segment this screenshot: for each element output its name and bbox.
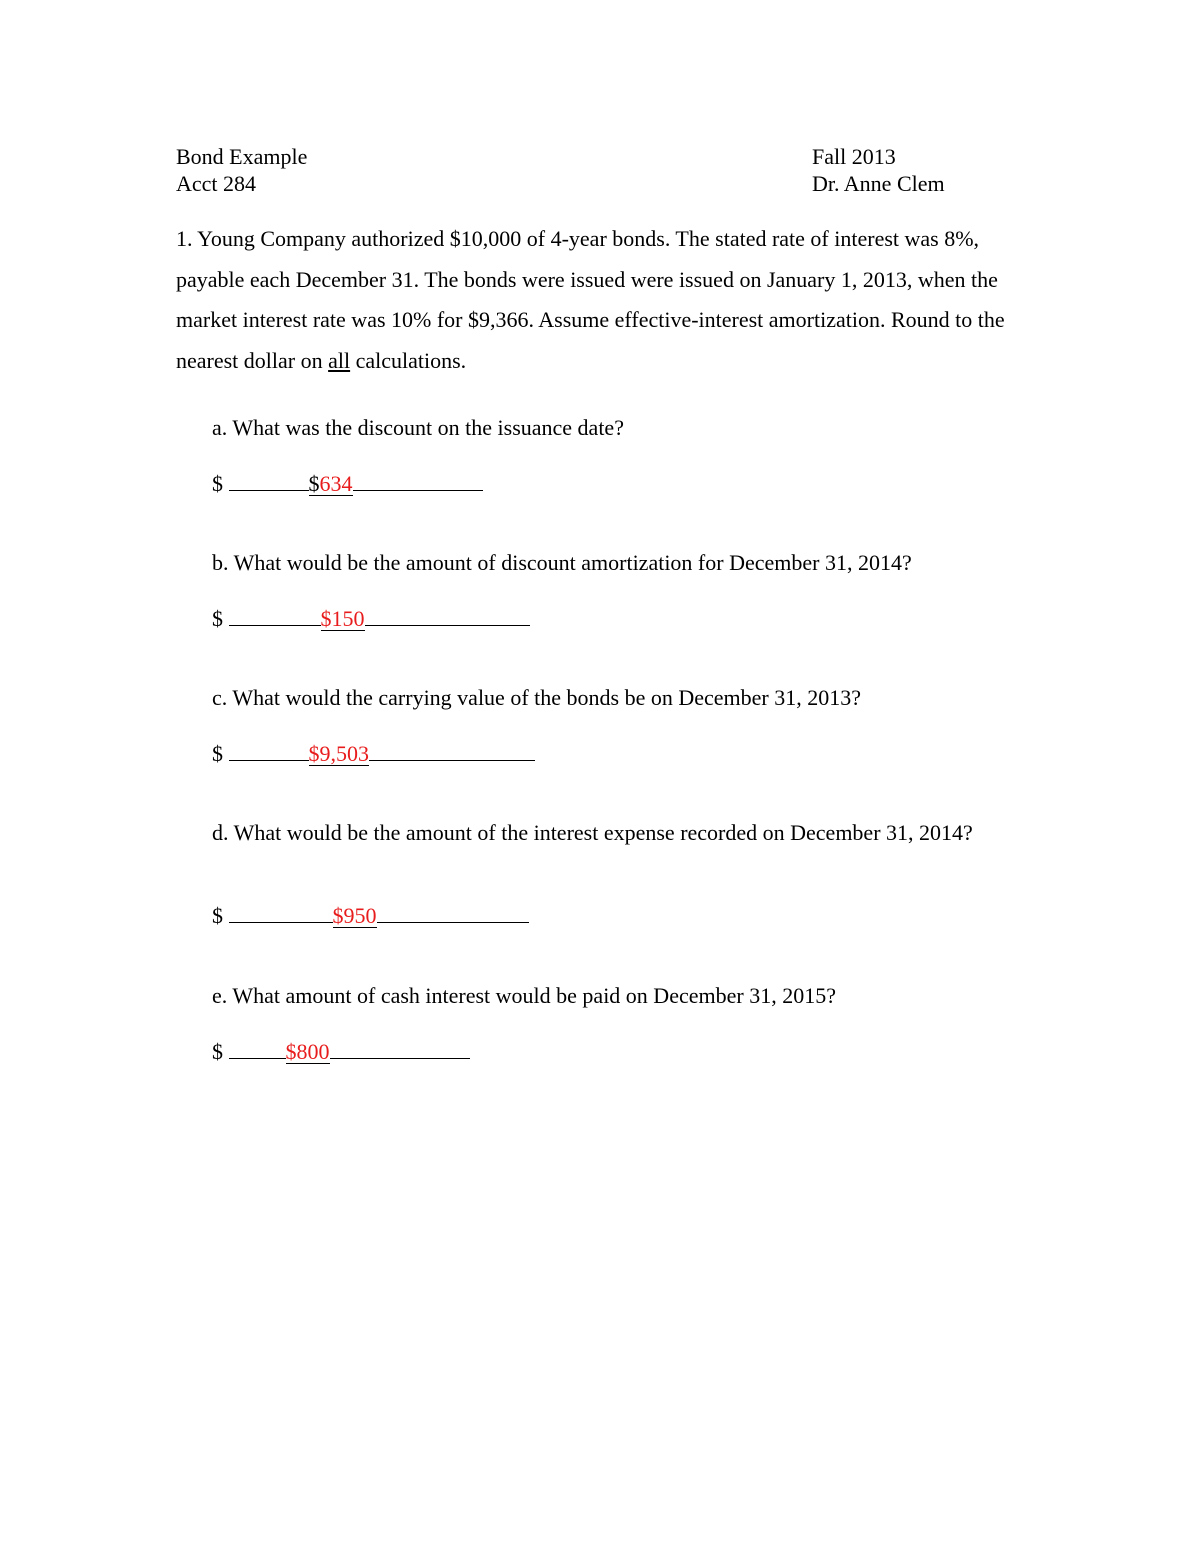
answer-d-value: $950 bbox=[332, 903, 377, 928]
answer-blank bbox=[330, 1036, 470, 1059]
answer-blank bbox=[369, 738, 535, 761]
dollar-sign: $ bbox=[212, 1039, 223, 1064]
question-a: a. What was the discount on the issuance date? bbox=[212, 415, 624, 440]
answer-a bbox=[212, 468, 483, 497]
answer-blank bbox=[229, 603, 321, 626]
course-code: Acct 284 bbox=[176, 171, 257, 196]
dollar-sign: $ bbox=[212, 606, 223, 631]
answer-a-value: 634 bbox=[319, 471, 353, 496]
header-right bbox=[812, 143, 945, 197]
question-c: c. What would the carrying value of the bonds be on December 31, 2013? bbox=[212, 685, 861, 710]
dollar-sign: $ bbox=[212, 903, 223, 928]
answer-c bbox=[212, 738, 535, 767]
answer-blank bbox=[377, 900, 529, 923]
question-d: d. What would be the amount of the interest expense recorded on December 31, 2014? bbox=[212, 820, 973, 845]
problem-outro: calculations. bbox=[350, 347, 467, 373]
answer-c-value: $9,503 bbox=[308, 741, 369, 766]
question-b: b. What would be the amount of discount amortization for December 31, 2014? bbox=[212, 550, 912, 575]
answer-b bbox=[212, 603, 530, 632]
header-left bbox=[176, 143, 307, 197]
dollar-sign: $ bbox=[212, 471, 223, 496]
question-e: e. What amount of cash interest would be paid on December 31, 2015? bbox=[212, 983, 836, 1008]
answer-blank bbox=[229, 468, 309, 491]
answer-a-prefix: $ bbox=[308, 471, 320, 496]
problem-intro: 1. Young Company authorized $10,000 of 4-year bonds. The stated rate of interest was 8%, payable each December 31. The bonds were issued were issued on January 1, 2013, when the market interest rate was 10% for $9,366. Assume effective-interest amortization. Round to the nearest dollar on bbox=[176, 226, 1005, 373]
answer-blank bbox=[229, 900, 333, 923]
answer-blank bbox=[353, 468, 483, 491]
problem-emphasis: all bbox=[328, 347, 351, 373]
term: Fall 2013 bbox=[812, 144, 896, 169]
answer-blank bbox=[229, 1036, 286, 1059]
answer-e-value: $800 bbox=[285, 1039, 330, 1064]
answer-d bbox=[212, 900, 529, 929]
dollar-sign: $ bbox=[212, 741, 223, 766]
answer-b-value: $150 bbox=[320, 606, 365, 631]
answer-blank bbox=[365, 603, 530, 626]
instructor: Dr. Anne Clem bbox=[812, 171, 945, 196]
answer-blank bbox=[229, 738, 309, 761]
answer-e bbox=[212, 1036, 470, 1065]
problem-statement bbox=[176, 219, 1026, 381]
course-title: Bond Example bbox=[176, 144, 308, 169]
